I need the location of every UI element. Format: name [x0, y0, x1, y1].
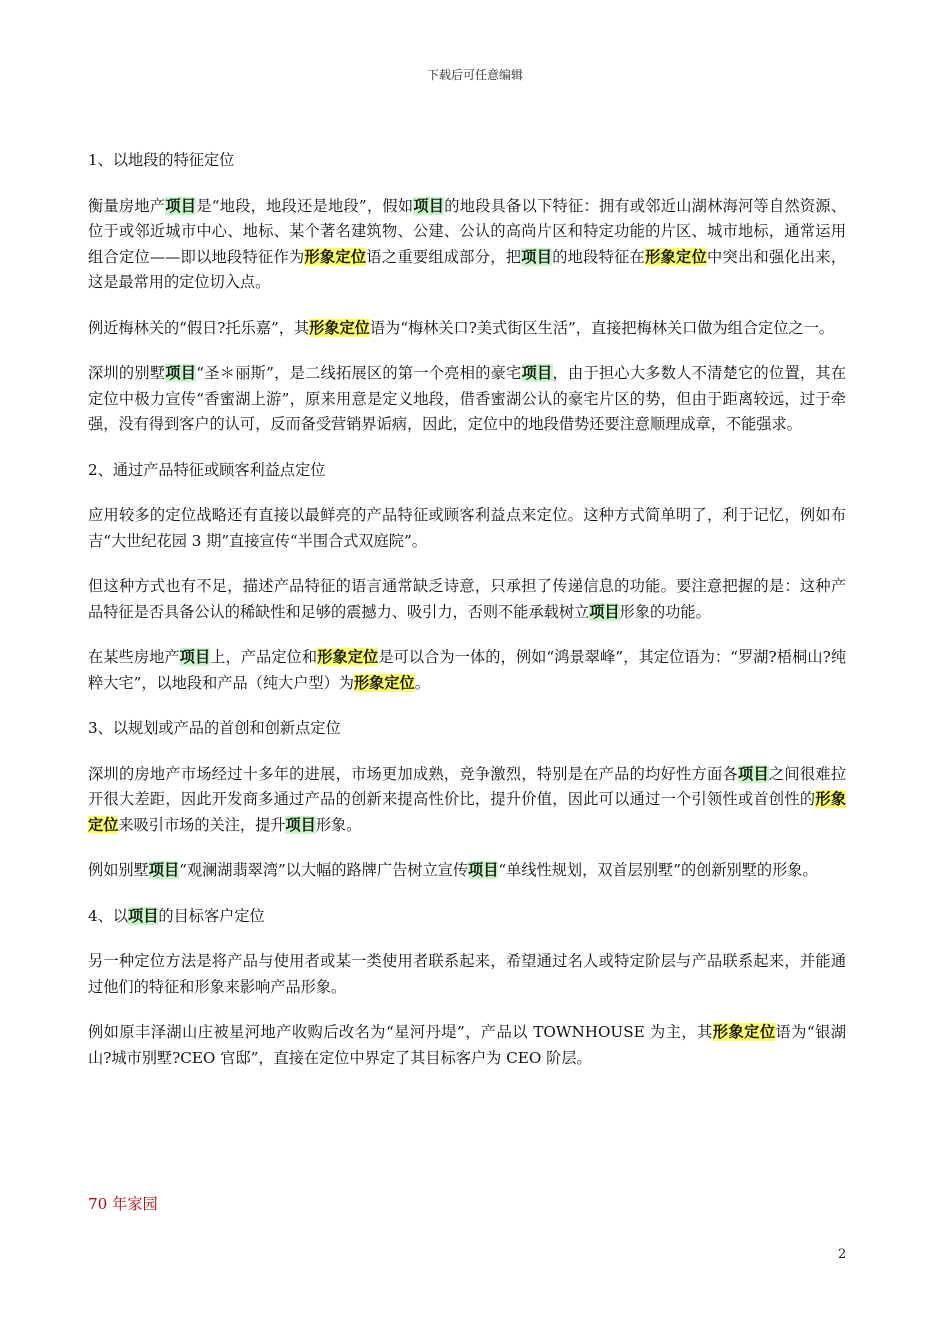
- para-9: [88, 949, 846, 1000]
- text-run: 的地段特征在: [552, 247, 646, 266]
- text-run: 例如原丰泽湖山庄被星河地产收购后改名为“星河丹堤”，产品以 TOWNHOUSE 为主，其: [88, 1023, 713, 1041]
- para-6: [88, 645, 846, 696]
- highlight-xiangmu: 项目: [521, 247, 553, 266]
- highlight-xiangmu: 项目: [521, 364, 553, 382]
- highlight-xingxiang-dingwei: 形象定位: [88, 790, 847, 834]
- text-run: ，由于担心大多数人不清楚它的位置，其在定位中极力宣传“香蜜湖上游”，原来用意是定义地段，借香蜜湖公认的豪宅片区的势，但由于距离较远，过于牵强，没有得到客户的认可，反而备受营销界诟病，因此，定位中的地段借势还要注意顺理成章，不能强求。: [88, 364, 847, 433]
- para-10: [88, 1020, 846, 1071]
- para-5: [88, 574, 846, 625]
- page-number: 2: [838, 1247, 847, 1262]
- text-run: 但这种方式也有不足，描述产品特征的语言通常缺乏诗意，只承担了传递信息的功能。要注意把握的是：这种产品特征是否具备公认的稀缺性和足够的震撼力、吸引力，否则不能承载树立: [88, 577, 846, 621]
- text-run: 例近梅林关的“假日?托乐嘉”，其: [88, 318, 310, 337]
- highlight-xiangmu: 项目: [468, 861, 499, 879]
- highlight-xingxiang-dingwei: 形象定位: [645, 247, 708, 266]
- text-run: “单线性规划，双首层别墅”的创新别墅的形象。: [498, 861, 818, 879]
- document-body: [88, 148, 846, 1091]
- text-run: 应用较多的定位战略还有直接以最鲜亮的产品特征或顾客利益点来定位。这种方式简单明了，利于记忆，例如布吉“大世纪花园 3 期”直接宣传“半围合式双庭院”。: [88, 506, 846, 550]
- heading-4: [88, 904, 846, 930]
- text-run: 语之重要组成部分，把: [366, 247, 522, 266]
- text-run: 中突出和强化出来，这是最常用的定位切入点。: [88, 247, 847, 291]
- footer-note: 70 年家园: [88, 1195, 158, 1213]
- text-run: 例如别墅: [88, 861, 149, 879]
- para-7: [88, 762, 846, 839]
- text-run: 语为“梅林关口?美式街区生活”，直接把梅林关口做为组合定位之一。: [369, 318, 834, 337]
- text-run: 2、通过产品特征或顾客利益点定位: [88, 460, 326, 479]
- highlight-xiangmu: 项目: [148, 861, 180, 879]
- text-run: 形象的功能。: [619, 602, 711, 621]
- highlight-xiangmu: 项目: [285, 815, 316, 834]
- highlight-xingxiang-dingwei: 形象定位: [309, 318, 370, 337]
- text-run: “观澜湖翡翠湾”以大幅的路牌广告树立宣传: [179, 861, 469, 879]
- text-run: 深圳的别墅: [88, 364, 166, 382]
- highlight-xingxiang-dingwei: 形象定位: [304, 247, 367, 266]
- text-run: 是“地段，地段还是地段”，假如: [196, 196, 414, 215]
- para-4: [88, 503, 846, 554]
- text-run: 的地段具备以下特征：拥有或邻近山湖林海河等自然资源、位于或邻近城市中心、地标、某个著名建筑物、公建、公认的高尚片区和特定功能的片区、城市地标，通常运用组合定位——即以地段特征作为: [88, 196, 847, 266]
- text-run: “圣＊丽斯”，是二线拓展区的第一个亮相的豪宅: [196, 364, 522, 382]
- highlight-xiangmu: 项目: [737, 764, 769, 783]
- text-run: 上，产品定位和: [210, 648, 318, 666]
- text-run: 来吸引市场的关注，提升: [118, 815, 286, 834]
- highlight-xiangmu: 项目: [413, 196, 445, 215]
- para-2: [88, 316, 846, 342]
- text-run: 在某些房地产: [88, 648, 180, 666]
- text-run: 语为“银湖山?城市别墅?CEO 官邸”，直接在定位中界定了其目标客户为 CEO 阶层。: [88, 1023, 847, 1067]
- heading-1: [88, 148, 846, 174]
- highlight-xiangmu: 项目: [165, 364, 197, 382]
- text-run: 1、以地段的特征定位: [88, 151, 235, 169]
- highlight-xingxiang-dingwei: 形象定位: [317, 648, 379, 666]
- text-run: 4、以: [88, 906, 129, 925]
- text-run: 。: [414, 673, 430, 692]
- para-3: [88, 361, 846, 438]
- page-header: 下载后可任意编辑: [426, 68, 523, 82]
- text-run: 的目标客户定位: [158, 906, 265, 925]
- highlight-xingxiang-dingwei: 形象定位: [712, 1023, 776, 1041]
- highlight-xiangmu: 项目: [128, 906, 159, 925]
- highlight-xiangmu: 项目: [165, 196, 197, 215]
- heading-3: [88, 716, 846, 742]
- highlight-xiangmu: 项目: [179, 648, 211, 666]
- text-run: 是可以合为一体的，例如“鸿景翠峰”，其定位语为：“罗湖?梧桐山?纯粹大宅”，以地段和产品（纯大户型）为: [88, 648, 847, 692]
- text-run: 另一种定位方法是将产品与使用者或某一类使用者联系起来，希望通过名人或特定阶层与产品联系起来，并能通过他们的特征和形象来影响产品形象。: [88, 952, 846, 996]
- text-run: 之间很难拉开很大差距，因此开发商多通过产品的创新来提高性价比，提升价值，因此可以通过一个引领性或首创性的: [88, 764, 847, 808]
- para-8: [88, 858, 846, 884]
- text-run: 形象。: [315, 815, 362, 834]
- text-run: 3、以规划或产品的首创和创新点定位: [88, 719, 341, 737]
- heading-2: [88, 458, 846, 484]
- text-run: 衡量房地产: [88, 196, 166, 215]
- para-1: [88, 194, 846, 296]
- text-run: 深圳的房地产市场经过十多年的进展，市场更加成熟，竞争激烈，特别是在产品的均好性方面各: [88, 764, 738, 783]
- highlight-xingxiang-dingwei: 形象定位: [353, 673, 415, 692]
- highlight-xiangmu: 项目: [589, 602, 620, 621]
